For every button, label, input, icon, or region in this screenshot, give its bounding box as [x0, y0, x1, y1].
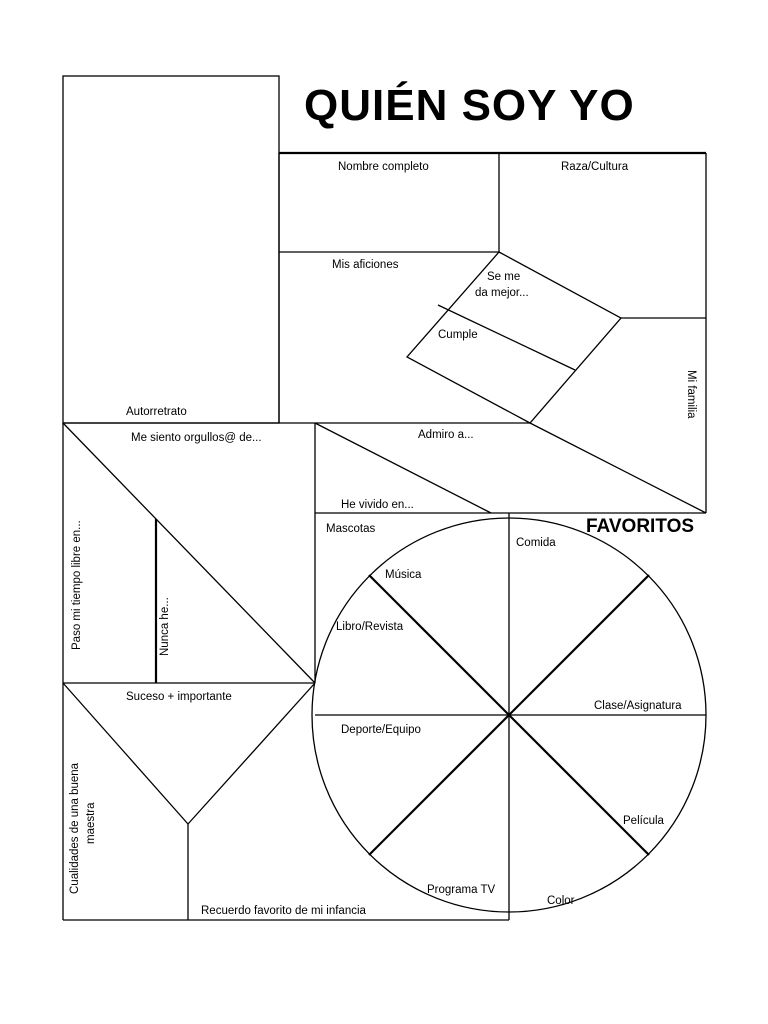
label-admiro-a: Admiro a... [418, 429, 474, 441]
label-nombre-completo: Nombre completo [338, 161, 429, 173]
worksheet-grid-lines [63, 76, 706, 920]
label-cualidades-1: Cualidades de una buena [69, 762, 81, 894]
label-programa-tv: Programa TV [427, 884, 496, 896]
label-comida: Comida [516, 537, 556, 549]
label-se-me-da-mejor-2: da mejor... [475, 287, 529, 299]
label-mis-aficiones: Mis aficiones [332, 259, 399, 271]
label-autorretrato: Autorretrato [126, 406, 187, 418]
label-mascotas: Mascotas [326, 523, 376, 535]
label-libro-revista: Libro/Revista [336, 621, 404, 633]
label-color: Color [547, 895, 575, 907]
label-clase-asignatura: Clase/Asignatura [594, 700, 682, 712]
label-suceso-importante: Suceso + importante [126, 691, 232, 703]
label-nunca-he: Nunca he... [159, 597, 171, 656]
label-me-siento-orgulloso: Me siento orgullos@ de... [131, 432, 262, 444]
label-cualidades-2: maestra [85, 802, 97, 844]
label-pelicula: Película [623, 815, 664, 827]
label-musica: Música [385, 569, 422, 581]
label-raza-cultura: Raza/Cultura [561, 161, 629, 173]
label-mi-familia: Mi familia [685, 370, 697, 419]
page-title: QUIÉN SOY YO [304, 81, 635, 130]
label-cumple: Cumple [438, 329, 478, 341]
label-paso-mi-tiempo-libre: Paso mi tiempo libre en... [71, 520, 83, 650]
label-se-me-da-mejor-1: Se me [487, 271, 521, 283]
label-recuerdo-favorito: Recuerdo favorito de mi infancia [201, 905, 366, 917]
label-deporte-equipo: Deporte/Equipo [341, 724, 421, 736]
favorites-title: FAVORITOS [586, 516, 695, 537]
label-he-vivido-en: He vivido en... [341, 499, 414, 511]
